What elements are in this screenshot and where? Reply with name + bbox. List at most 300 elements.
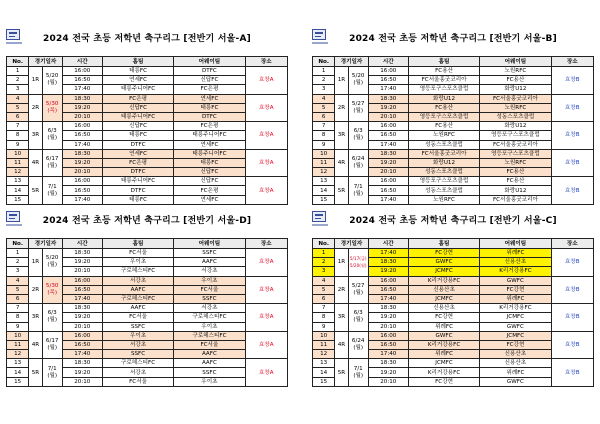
- match-no: 2: [7, 76, 29, 85]
- away-team: 우이초: [174, 377, 245, 386]
- round-date-line1: 7/1: [353, 365, 363, 372]
- venue: 효창B: [551, 331, 593, 359]
- home-team: FC강현: [408, 313, 479, 322]
- match-time: 16:50: [62, 131, 102, 140]
- round-date-line2: (월): [353, 107, 364, 114]
- table-row: [7, 304, 288, 313]
- table-row: [7, 249, 288, 258]
- home-team: FC강현: [408, 377, 479, 386]
- header-home: 홈팀: [408, 239, 479, 249]
- home-team: 우이초: [102, 258, 173, 267]
- schedule-sheet-c: [312, 210, 594, 387]
- match-no: 10: [313, 331, 335, 340]
- away-team: 신답FC: [174, 168, 245, 177]
- header-venue: 장소: [245, 57, 287, 67]
- match-no: 8: [313, 313, 335, 322]
- match-time: 17:40: [62, 294, 102, 303]
- table-row: [313, 331, 594, 340]
- venue: 효창B: [551, 67, 593, 95]
- home-team: 서강초: [102, 276, 173, 285]
- table-row: [313, 249, 594, 258]
- table-row: [313, 149, 594, 158]
- header-home: 홈팀: [408, 57, 479, 67]
- match-time: 16:00: [62, 122, 102, 131]
- match-time: 18:30: [368, 149, 408, 158]
- venue: 효창A: [245, 331, 287, 359]
- header-no: No.: [313, 239, 335, 249]
- home-team: 태릉FC: [102, 195, 173, 204]
- round-date-line2: (월): [353, 162, 364, 169]
- header-round: 경기일자: [335, 57, 368, 67]
- match-no: 13: [313, 177, 335, 186]
- away-team: 태릉주니어FC: [174, 131, 245, 140]
- away-team: FC용산: [480, 168, 551, 177]
- match-no: 9: [313, 322, 335, 331]
- away-team: 연세FC: [174, 94, 245, 103]
- round-label: 3R: [335, 122, 348, 150]
- match-no: 3: [7, 267, 29, 276]
- away-team: 성동스포츠클럽: [480, 112, 551, 121]
- header-row: [7, 57, 288, 67]
- schedule-sheet-b: [312, 28, 594, 205]
- round-date: [348, 149, 368, 177]
- home-team: 신용산초: [408, 304, 479, 313]
- home-team: K리거강용FC: [408, 340, 479, 349]
- match-time: 18:30: [62, 359, 102, 368]
- match-no: 14: [313, 368, 335, 377]
- match-time: 17:40: [62, 350, 102, 359]
- away-team: GWFC: [480, 276, 551, 285]
- match-no: 12: [7, 350, 29, 359]
- home-team: 화랑U12: [408, 158, 479, 167]
- round-label: 4R: [29, 149, 42, 177]
- venue: 효창A: [245, 122, 287, 150]
- match-time: 19:20: [62, 313, 102, 322]
- round-date-line2: (월): [47, 344, 58, 351]
- round-date-line1: 6/3: [47, 128, 57, 135]
- match-time: 19:20: [62, 258, 102, 267]
- match-time: 20:10: [62, 267, 102, 276]
- away-team: 신용산초: [480, 350, 551, 359]
- match-time: 18:30: [368, 258, 408, 267]
- match-no: 15: [313, 195, 335, 204]
- schedule-table: [312, 56, 594, 205]
- home-team: 우이초: [102, 331, 173, 340]
- home-team: 서강초: [102, 340, 173, 349]
- venue: 효창A: [245, 177, 287, 205]
- sheet-title: 2024 전국 초등 저학년 축구리그 [전반기 서울-B]: [349, 34, 557, 44]
- round-date: [348, 304, 368, 332]
- home-team: DTFC: [102, 140, 173, 149]
- table-row: [313, 304, 594, 313]
- match-time: 20:10: [62, 112, 102, 121]
- match-time: 18:30: [368, 94, 408, 103]
- away-team: FC용산: [480, 76, 551, 85]
- away-team: 태릉FC: [174, 103, 245, 112]
- match-no: 13: [313, 359, 335, 368]
- away-team: 서강초: [174, 267, 245, 276]
- home-team: FC서울홍굿코리아: [408, 149, 479, 158]
- match-no: 12: [313, 168, 335, 177]
- away-team: SSFC: [174, 368, 245, 377]
- home-team: GWFC: [408, 258, 479, 267]
- round-date-line2: (월): [47, 135, 58, 142]
- venue: 효창B: [551, 177, 593, 205]
- home-team: 태릉주니어FC: [102, 85, 173, 94]
- round-date-line1: 6/17: [45, 337, 59, 344]
- away-team: 연세FC: [174, 140, 245, 149]
- header-round: 경기일자: [29, 57, 62, 67]
- home-team: 신용산초: [408, 285, 479, 294]
- match-time: 16:00: [368, 177, 408, 186]
- table-row: [7, 122, 288, 131]
- round-date-line1: 6/17: [45, 155, 59, 162]
- home-team: 태릉주니어FC: [102, 112, 173, 121]
- round-label: 5R: [29, 359, 42, 387]
- match-no: 5: [7, 103, 29, 112]
- round-date-line2: (월): [353, 80, 364, 87]
- match-no: 10: [7, 149, 29, 158]
- match-time: 17:40: [62, 140, 102, 149]
- header-time: 시간: [368, 239, 408, 249]
- match-no: 2: [313, 258, 335, 267]
- match-time: 17:40: [62, 195, 102, 204]
- match-no: 11: [7, 158, 29, 167]
- match-time: 16:50: [62, 340, 102, 349]
- home-team: 구로헤스티FC: [102, 267, 173, 276]
- away-team: AAFC: [174, 359, 245, 368]
- header-venue: 장소: [245, 239, 287, 249]
- venue: 효창A: [245, 94, 287, 122]
- match-no: 4: [313, 94, 335, 103]
- away-team: 신답FC: [174, 177, 245, 186]
- round-date-line2: 5/20(월): [349, 263, 367, 269]
- away-team: 구로헤스티FC: [174, 313, 245, 322]
- match-no: 3: [313, 85, 335, 94]
- round-label: 1R: [335, 67, 348, 95]
- away-team: 연세FC: [174, 195, 245, 204]
- round-date-line1: 5/27: [351, 100, 365, 107]
- home-team: K리거강용FC: [408, 276, 479, 285]
- round-date-line1: 7/1: [47, 183, 57, 190]
- table-row: [7, 359, 288, 368]
- home-team: 노원RFC: [408, 195, 479, 204]
- match-no: 8: [7, 131, 29, 140]
- table-row: [7, 331, 288, 340]
- home-team: FC용산: [408, 122, 479, 131]
- home-team: 신답FC: [102, 122, 173, 131]
- match-time: 16:50: [368, 131, 408, 140]
- sheet-title: 2024 전국 초등 저학년 축구리그 [전반기 서울-A]: [43, 34, 251, 44]
- home-team: JCMFC: [408, 267, 479, 276]
- match-no: 6: [7, 112, 29, 121]
- home-team: SSFC: [102, 322, 173, 331]
- home-team: 위례FC: [408, 350, 479, 359]
- round-date-line1: 5/20: [351, 73, 365, 80]
- header-venue: 장소: [551, 57, 593, 67]
- match-no: 2: [7, 258, 29, 267]
- away-team: 위례FC: [480, 249, 551, 258]
- round-date: [42, 249, 62, 277]
- table-row: [7, 67, 288, 76]
- header-away: 어웨이팀: [480, 57, 551, 67]
- round-label: 5R: [335, 359, 348, 387]
- away-team: FC은평: [174, 122, 245, 131]
- away-team: SSFC: [174, 249, 245, 258]
- match-no: 1: [7, 67, 29, 76]
- round-date: [42, 94, 62, 122]
- round-label: 2R: [29, 94, 42, 122]
- match-no: 6: [7, 294, 29, 303]
- header-time: 시간: [62, 57, 102, 67]
- round-date: [42, 331, 62, 359]
- venue: 효창A: [245, 304, 287, 332]
- header-away: 어웨이팀: [174, 239, 245, 249]
- header-row: [313, 57, 594, 67]
- home-team: 태릉FC: [102, 67, 173, 76]
- home-team: 성동스포츠클럽: [408, 186, 479, 195]
- match-no: 8: [7, 313, 29, 322]
- home-team: K리거강용FC: [408, 368, 479, 377]
- match-no: 12: [7, 168, 29, 177]
- header-venue: 장소: [551, 239, 593, 249]
- home-team: 태릉주니어FC: [102, 177, 173, 186]
- match-no: 4: [7, 276, 29, 285]
- away-team: FC용산: [480, 177, 551, 186]
- venue: 효창B: [551, 276, 593, 304]
- match-no: 10: [313, 149, 335, 158]
- round-label: 2R: [335, 276, 348, 304]
- away-team: 신용산초: [480, 258, 551, 267]
- round-date: [348, 122, 368, 150]
- home-team: SSFC: [102, 350, 173, 359]
- away-team: 신답FC: [174, 76, 245, 85]
- match-no: 13: [7, 359, 29, 368]
- away-team: FC서울: [174, 340, 245, 349]
- match-no: 9: [7, 322, 29, 331]
- match-time: 16:50: [368, 76, 408, 85]
- round-label: 2R: [29, 276, 42, 304]
- round-date: [348, 177, 368, 205]
- round-date-line2: (월): [353, 317, 364, 324]
- match-no: 7: [313, 122, 335, 131]
- match-time: 20:10: [368, 112, 408, 121]
- schedule-sheet-d: [6, 210, 288, 387]
- round-date: [348, 67, 368, 95]
- round-date-line2: (월): [353, 135, 364, 142]
- home-team: 노원RFC: [408, 131, 479, 140]
- away-team: 노원RFC: [480, 67, 551, 76]
- match-no: 9: [7, 140, 29, 149]
- round-date-line2: (목): [47, 107, 58, 114]
- match-no: 2: [313, 76, 335, 85]
- home-team: FC은평: [102, 94, 173, 103]
- match-no: 11: [7, 340, 29, 349]
- round-date-line1: 5/17(금): [349, 256, 367, 262]
- match-no: 1: [7, 249, 29, 258]
- table-row: [313, 94, 594, 103]
- match-time: 16:00: [368, 276, 408, 285]
- round-label: 4R: [335, 149, 348, 177]
- sheet-header: [312, 28, 594, 56]
- match-time: 16:50: [62, 76, 102, 85]
- match-no: 8: [313, 131, 335, 140]
- table-row: [7, 276, 288, 285]
- venue: 효창A: [245, 276, 287, 304]
- table-row: [7, 149, 288, 158]
- match-time: 16:50: [62, 285, 102, 294]
- match-no: 14: [7, 186, 29, 195]
- home-team: FC서울: [102, 249, 173, 258]
- match-no: 15: [7, 377, 29, 386]
- away-team: 영등포구스포츠클럽: [480, 131, 551, 140]
- match-time: 18:30: [368, 304, 408, 313]
- match-time: 20:10: [62, 322, 102, 331]
- match-time: 16:00: [368, 122, 408, 131]
- schedule-table: [6, 238, 288, 387]
- match-no: 7: [7, 304, 29, 313]
- home-team: AAFC: [102, 304, 173, 313]
- header-no: No.: [7, 239, 29, 249]
- round-date-line1: 5/20: [45, 73, 59, 80]
- sheet-header: [6, 210, 288, 238]
- venue: 효창A: [245, 249, 287, 277]
- match-no: 1: [313, 67, 335, 76]
- home-team: 구로헤스티FC: [102, 359, 173, 368]
- round-label: 4R: [29, 331, 42, 359]
- away-team: 신용산초: [480, 359, 551, 368]
- round-label: 4R: [335, 331, 348, 359]
- home-team: FC용산: [408, 103, 479, 112]
- header-round: 경기일자: [29, 239, 62, 249]
- round-date: [42, 359, 62, 387]
- match-no: 3: [313, 267, 335, 276]
- away-team: GWFC: [480, 322, 551, 331]
- round-label: 1R: [29, 249, 42, 277]
- away-team: FC은평: [174, 85, 245, 94]
- table-row: [313, 359, 594, 368]
- away-team: 화랑U12: [480, 186, 551, 195]
- away-team: FC서울홍굿코리아: [480, 195, 551, 204]
- header-time: 시간: [368, 57, 408, 67]
- home-team: 영등포구스포츠클럽: [408, 85, 479, 94]
- match-no: 4: [7, 94, 29, 103]
- match-time: 16:00: [62, 67, 102, 76]
- match-no: 10: [7, 331, 29, 340]
- away-team: JCMFC: [480, 313, 551, 322]
- round-date-line1: 7/1: [353, 183, 363, 190]
- match-time: 20:10: [62, 168, 102, 177]
- home-team: FC은평: [102, 158, 173, 167]
- round-date: [348, 276, 368, 304]
- match-time: 20:10: [368, 168, 408, 177]
- away-team: FC강현: [480, 340, 551, 349]
- round-date-line2: (월): [47, 372, 58, 379]
- match-time: 17:40: [368, 249, 408, 258]
- match-time: 18:30: [368, 359, 408, 368]
- away-team: DTFC: [174, 67, 245, 76]
- round-date-line1: 6/3: [353, 310, 363, 317]
- away-team: JCMFC: [480, 331, 551, 340]
- table-row: [313, 177, 594, 186]
- round-date-line2: (월): [353, 372, 364, 379]
- match-time: 20:10: [368, 322, 408, 331]
- match-no: 11: [313, 340, 335, 349]
- round-label: 2R: [335, 94, 348, 122]
- home-team: 구로헤스티FC: [102, 294, 173, 303]
- match-no: 15: [7, 195, 29, 204]
- home-team: 태릉FC: [102, 131, 173, 140]
- match-time: 19:20: [368, 313, 408, 322]
- venue: 효창B: [551, 94, 593, 122]
- venue: 효창B: [551, 122, 593, 150]
- match-no: 13: [7, 177, 29, 186]
- match-no: 12: [313, 350, 335, 359]
- round-date-line2: (월): [353, 289, 364, 296]
- venue: 효창B: [551, 249, 593, 277]
- home-team: 서강초: [102, 368, 173, 377]
- sheet-title: 2024 전국 초등 저학년 축구리그 [전반기 서울-D]: [42, 216, 252, 226]
- round-date: [42, 177, 62, 205]
- away-team: K리거강용FC: [480, 304, 551, 313]
- match-no: 7: [313, 304, 335, 313]
- header-no: No.: [313, 57, 335, 67]
- venue: 효창B: [551, 149, 593, 177]
- match-no: 15: [313, 377, 335, 386]
- home-team: 위례FC: [408, 322, 479, 331]
- header-home: 홈팀: [102, 57, 173, 67]
- match-no: 14: [7, 368, 29, 377]
- round-date-line2: (목): [47, 289, 58, 296]
- round-date-line1: 6/3: [47, 310, 57, 317]
- away-team: DTFC: [174, 112, 245, 121]
- home-team: GWFC: [408, 331, 479, 340]
- home-team: FC강현: [408, 249, 479, 258]
- round-date-line2: (월): [47, 262, 58, 269]
- venue: 효창A: [245, 67, 287, 95]
- home-team: 영등포구스포츠클럽: [408, 177, 479, 186]
- home-team: FC용산: [408, 67, 479, 76]
- home-team: JCMFC: [408, 359, 479, 368]
- away-team: 우이초: [174, 322, 245, 331]
- away-team: GWFC: [480, 377, 551, 386]
- match-time: 18:30: [62, 94, 102, 103]
- match-time: 16:50: [368, 285, 408, 294]
- match-time: 17:40: [368, 294, 408, 303]
- venue: 효창A: [245, 149, 287, 177]
- round-date-line1: 5/30: [45, 100, 59, 107]
- sheet-header: [312, 210, 594, 238]
- round-date: [348, 331, 368, 359]
- away-team: FC서울홍굿코리아: [480, 140, 551, 149]
- round-date-line2: (월): [353, 190, 364, 197]
- away-team: AAFC: [174, 258, 245, 267]
- home-team: 영등포구스포츠클럽: [408, 112, 479, 121]
- match-time: 19:20: [62, 368, 102, 377]
- match-time: 17:40: [368, 140, 408, 149]
- away-team: FC서울: [174, 285, 245, 294]
- round-date-line2: (월): [353, 344, 364, 351]
- round-date-line1: 6/3: [353, 128, 363, 135]
- match-time: 16:00: [368, 331, 408, 340]
- round-label: 3R: [29, 122, 42, 150]
- home-team: JCMFC: [408, 294, 479, 303]
- match-no: 3: [7, 85, 29, 94]
- match-time: 16:50: [368, 186, 408, 195]
- match-time: 18:30: [62, 249, 102, 258]
- venue: 효창B: [551, 304, 593, 332]
- match-no: 5: [7, 285, 29, 294]
